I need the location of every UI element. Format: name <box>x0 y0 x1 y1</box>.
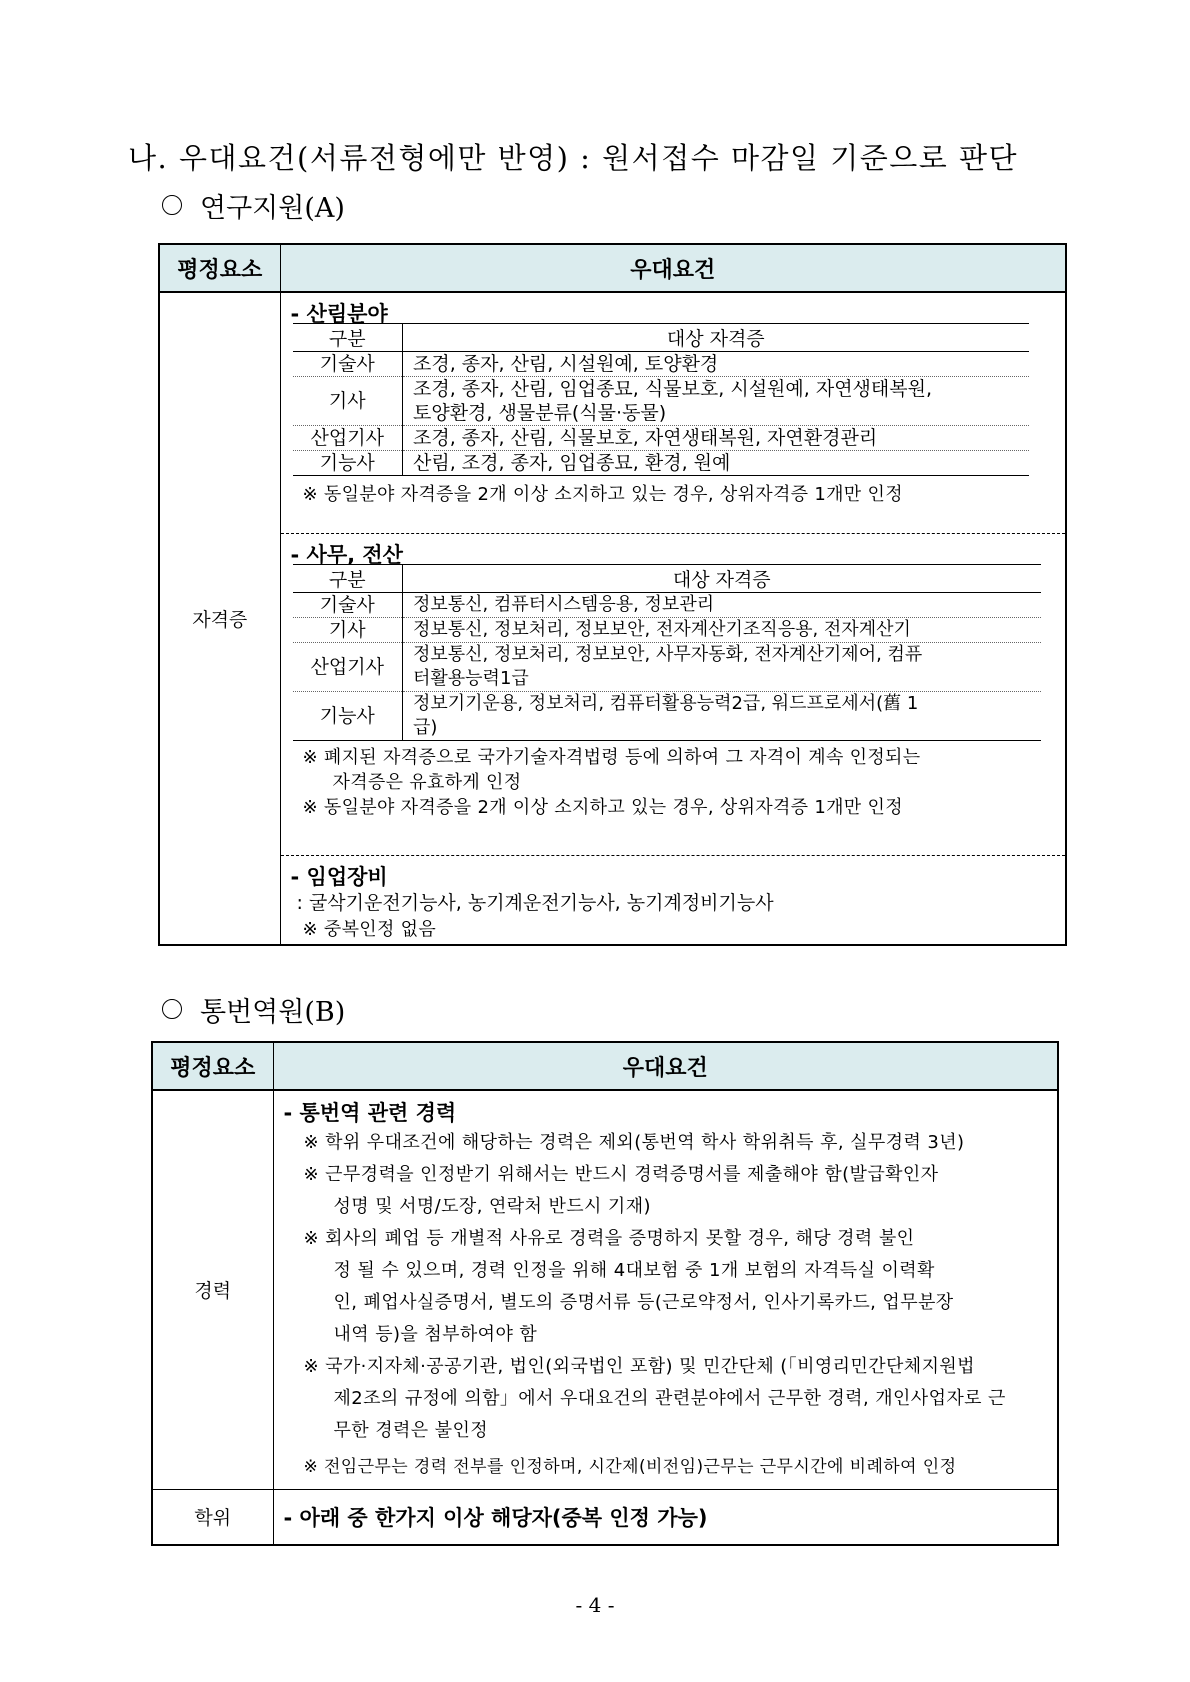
career-notes <box>284 1127 1044 1483</box>
table-row <box>152 1489 1058 1545</box>
table-row <box>152 1090 1058 1489</box>
table-row <box>293 451 1029 476</box>
table-header-row <box>159 244 1066 292</box>
row-label-career: 경력 <box>152 1090 273 1489</box>
office-cat-3: 산업기사 <box>293 643 403 692</box>
career-note-4-line: ※ 국가·지자체·공공기관, 법인(외국법인 포함) 및 민간단체 (「비영리민간단체지원법 <box>303 1356 975 1377</box>
table-row <box>293 426 1029 451</box>
career-note-5 <box>284 1451 1044 1483</box>
header-evaluation-element: 평정요소 <box>152 1042 273 1090</box>
forestry-cat-3: 산업기사 <box>293 426 403 451</box>
forestry-section <box>281 293 1066 533</box>
table-row <box>293 352 1029 377</box>
row-label-certificate: 자격증 <box>159 292 280 945</box>
office-section <box>281 534 1066 855</box>
office-cat-1: 기술사 <box>293 593 403 618</box>
table-header-row <box>152 1042 1058 1090</box>
forestry-certs-4: 산림, 조경, 종자, 임업종묘, 환경, 원예 <box>403 451 1029 476</box>
career-note-3-cont: 인, 폐업사실증명서, 별도의 증명서류 등(근로약정서, 인사기록카드, 업무분장 <box>333 1292 954 1313</box>
equipment-text: : 굴삭기운전기능사, 농기계운전기능사, 농기계정비기능사 <box>296 892 774 914</box>
career-requirements-cell <box>273 1090 1058 1489</box>
career-note-5-line: ※ 전임근무는 경력 전부를 인정하며, 시간제(비전임)근무는 근무시간에 비례하여 인정 <box>303 1457 957 1477</box>
career-note-2-line: ※ 근무경력을 인정받기 위해서는 반드시 경력증명서를 제출해야 함(발급확인자 <box>303 1164 939 1185</box>
forestry-certs-2-line1: 조경, 종자, 산림, 임업종묘, 식물보호, 시설원예, 자연생태복원, <box>413 378 933 400</box>
forestry-cat-4: 기능사 <box>293 451 403 476</box>
career-note-3-line: ※ 회사의 폐업 등 개별적 사유로 경력을 증명하지 못할 경우, 해당 경력 불인 <box>303 1228 915 1249</box>
office-title: - 사무, 전산 <box>290 543 403 567</box>
forestry-cat-2: 기사 <box>293 377 403 426</box>
office-certs-1: 정보통신, 컴퓨터시스템응용, 정보관리 <box>403 593 1041 618</box>
subheading-a <box>162 186 345 225</box>
office-certs-4-line2: 급) <box>413 717 438 738</box>
circle-bullet-icon <box>162 999 182 1019</box>
office-certs-3-line2: 터활용능력1급 <box>413 668 529 689</box>
forestry-certs-2 <box>403 377 1029 426</box>
forestry-col-category: 구분 <box>293 324 403 352</box>
header-preference-requirement: 우대요건 <box>273 1042 1058 1090</box>
forestry-col-target: 대상 자격증 <box>403 324 1029 352</box>
office-certs-2: 정보통신, 정보처리, 정보보안, 전자계산기조직응용, 전자계산기 <box>403 618 1041 643</box>
subheading-a-text: 연구지원(A) <box>200 193 345 224</box>
page-number: - 4 - <box>575 1593 615 1617</box>
section-heading: 나. 우대요건(서류전형에만 반영) : 원서접수 마감일 기준으로 판단 <box>128 141 1019 175</box>
office-col-target: 대상 자격증 <box>403 565 1041 593</box>
requirements-cell <box>280 292 1066 945</box>
office-certs-3 <box>403 643 1041 692</box>
header-evaluation-element: 평정요소 <box>159 244 280 292</box>
table-research-support <box>158 243 1067 946</box>
career-note-4 <box>284 1351 1044 1447</box>
equipment-note: ※ 중복인정 없음 <box>302 919 437 940</box>
career-title: - 통번역 관련 경력 <box>283 1101 457 1125</box>
career-note-1-line: ※ 학위 우대조건에 해당하는 경력은 제외(통번역 학사 학위취득 후, 실무경력 3년) <box>303 1132 965 1153</box>
forestry-note: ※ 동일분야 자격증을 2개 이상 소지하고 있는 경우, 상위자격증 1개만 인정 <box>302 484 903 505</box>
forestry-title: - 산림분야 <box>290 302 388 326</box>
career-note-4-cont: 무한 경력은 불인정 <box>333 1420 489 1441</box>
equipment-title: - 임업장비 <box>290 865 388 889</box>
header-preference-requirement: 우대요건 <box>280 244 1066 292</box>
career-note-3 <box>284 1223 1044 1351</box>
office-cat-4: 기능사 <box>293 692 403 741</box>
office-cert-table <box>293 564 1041 741</box>
office-certs-3-line1: 정보통신, 정보처리, 정보보안, 사무자동화, 전자계산기제어, 컴퓨 <box>413 644 923 665</box>
forestry-cat-1: 기술사 <box>293 352 403 377</box>
career-note-2 <box>284 1159 1044 1223</box>
subheading-b <box>162 990 345 1029</box>
degree-requirement: - 아래 중 한가지 이상 해당자(중복 인정 가능) <box>273 1489 1058 1545</box>
table-row <box>293 692 1041 741</box>
office-note-2: ※ 동일분야 자격증을 2개 이상 소지하고 있는 경우, 상위자격증 1개만 인정 <box>302 797 903 818</box>
office-cat-2: 기사 <box>293 618 403 643</box>
career-note-4-cont: 제2조의 규정에 의함」에서 우대요건의 관련분야에서 근무한 경력, 개인사업자로 근 <box>333 1388 1006 1409</box>
table-row <box>293 593 1041 618</box>
subheading-b-text: 통번역원(B) <box>200 997 346 1028</box>
circle-bullet-icon <box>162 195 182 215</box>
table-interpreter <box>151 1041 1059 1546</box>
row-label-degree: 학위 <box>152 1489 273 1545</box>
office-certs-4 <box>403 692 1041 741</box>
career-note-3-cont: 내역 등)을 첨부하여야 함 <box>333 1324 538 1345</box>
forestry-certs-1: 조경, 종자, 산림, 시설원예, 토양환경 <box>403 352 1029 377</box>
office-note-1-cont: 자격증은 유효하게 인정 <box>332 772 522 793</box>
table-row <box>293 618 1041 643</box>
table-row <box>293 643 1041 692</box>
career-note-1 <box>284 1127 1044 1159</box>
forestry-certs-3: 조경, 종자, 산림, 식물보호, 자연생태복원, 자연환경관리 <box>403 426 1029 451</box>
career-note-3-cont: 정 될 수 있으며, 경력 인정을 위해 4대보험 중 1개 보험의 자격득실 이력확 <box>333 1260 935 1281</box>
forestry-cert-table <box>293 323 1029 476</box>
office-certs-4-line1: 정보기기운용, 정보처리, 컴퓨터활용능력2급, 워드프로세서(舊 1 <box>413 693 919 714</box>
equipment-section <box>281 856 1066 944</box>
career-note-2-cont: 성명 및 서명/도장, 연락처 반드시 기재) <box>333 1196 651 1217</box>
office-note-1: ※ 폐지된 자격증으로 국가기술자격법령 등에 의하여 그 자격이 계속 인정되는 <box>302 747 921 768</box>
forestry-certs-2-line2: 토양환경, 생물분류(식물·동물) <box>413 402 667 424</box>
office-col-category: 구분 <box>293 565 403 593</box>
table-row <box>293 377 1029 426</box>
